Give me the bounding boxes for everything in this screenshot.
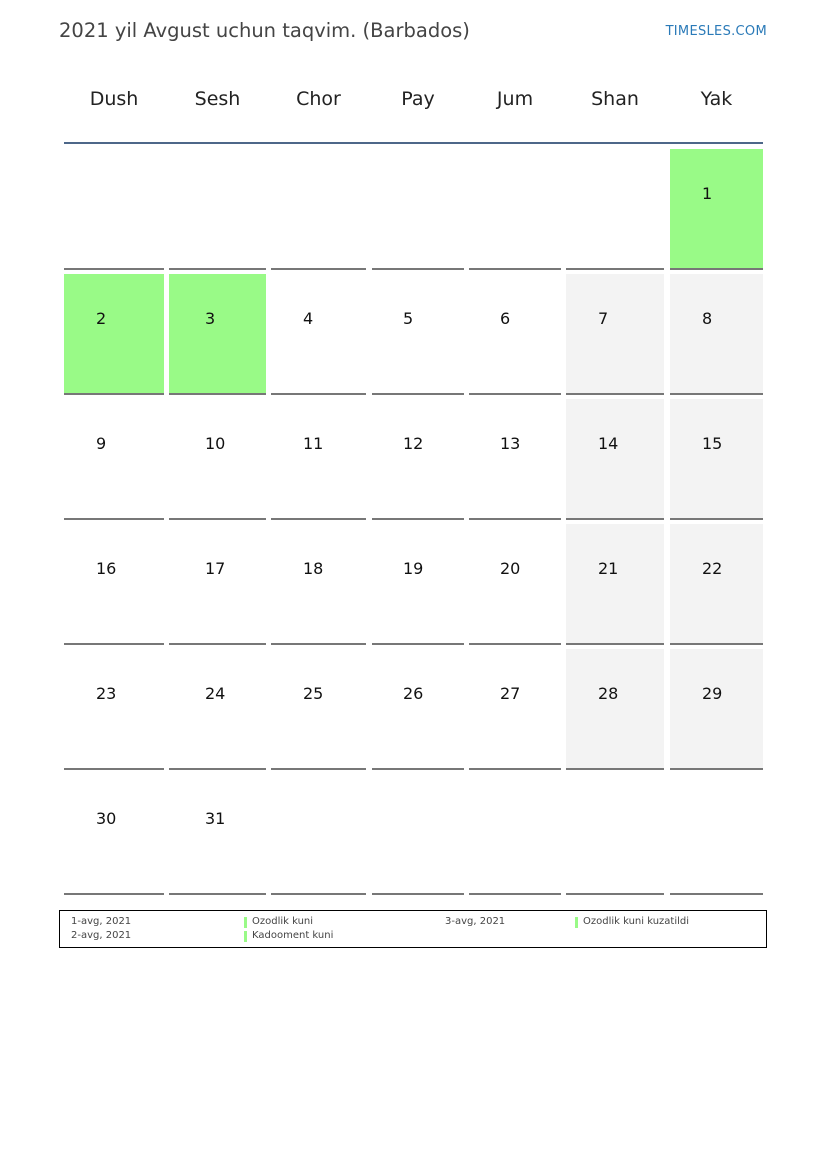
weekday-label: Dush bbox=[89, 88, 139, 110]
day-number: 17 bbox=[205, 559, 226, 578]
empty-day-cell bbox=[670, 774, 763, 895]
empty-day-cell bbox=[271, 149, 366, 270]
legend-holiday-name: Kadooment kuni bbox=[244, 930, 333, 941]
day-number: 11 bbox=[303, 434, 324, 453]
day-cell[interactable] bbox=[372, 274, 464, 395]
day-cell[interactable] bbox=[372, 524, 464, 645]
day-cell[interactable] bbox=[64, 774, 164, 895]
day-cell[interactable] bbox=[566, 649, 664, 770]
day-number: 7 bbox=[598, 309, 609, 328]
weekday-label: Sesh bbox=[194, 88, 241, 110]
weekday-label: Yak bbox=[700, 88, 733, 110]
day-cell[interactable] bbox=[64, 649, 164, 770]
day-number: 24 bbox=[205, 684, 226, 703]
day-cell[interactable] bbox=[670, 149, 763, 270]
day-cell[interactable] bbox=[469, 649, 561, 770]
empty-day-cell bbox=[469, 149, 561, 270]
day-cell[interactable] bbox=[271, 399, 366, 520]
day-cell[interactable] bbox=[271, 649, 366, 770]
day-number: 16 bbox=[96, 559, 117, 578]
day-number: 15 bbox=[702, 434, 723, 453]
day-cell[interactable] bbox=[64, 274, 164, 395]
legend-holiday-name: Ozodlik kuni bbox=[244, 916, 313, 927]
holiday-color-swatch bbox=[244, 931, 247, 942]
legend-holiday-name: Ozodlik kuni kuzatildi bbox=[575, 916, 689, 927]
day-number: 30 bbox=[96, 809, 117, 828]
day-number: 29 bbox=[702, 684, 723, 703]
legend-date: 1-avg, 2021 bbox=[71, 916, 132, 927]
page-title: 2021 yil Avgust uchun taqvim. (Barbados) bbox=[59, 19, 470, 42]
day-cell[interactable] bbox=[271, 274, 366, 395]
weekday-header-row bbox=[64, 88, 763, 120]
day-cell[interactable] bbox=[469, 524, 561, 645]
day-cell[interactable] bbox=[64, 399, 164, 520]
holiday-legend bbox=[59, 910, 767, 948]
day-number: 12 bbox=[403, 434, 424, 453]
day-cell[interactable] bbox=[271, 524, 366, 645]
weekday-label: Chor bbox=[296, 88, 341, 110]
day-cell[interactable] bbox=[169, 774, 266, 895]
day-number: 6 bbox=[500, 309, 511, 328]
day-number: 18 bbox=[303, 559, 324, 578]
day-number: 22 bbox=[702, 559, 723, 578]
day-cell[interactable] bbox=[566, 399, 664, 520]
day-number: 3 bbox=[205, 309, 216, 328]
weekday-label: Shan bbox=[591, 88, 639, 110]
day-cell[interactable] bbox=[670, 524, 763, 645]
day-cell[interactable] bbox=[372, 649, 464, 770]
day-cell[interactable] bbox=[670, 649, 763, 770]
day-number: 25 bbox=[303, 684, 324, 703]
day-number: 23 bbox=[96, 684, 117, 703]
empty-day-cell bbox=[271, 774, 366, 895]
day-number: 31 bbox=[205, 809, 226, 828]
day-cell[interactable] bbox=[372, 399, 464, 520]
legend-date: 2-avg, 2021 bbox=[71, 930, 132, 941]
day-cell[interactable] bbox=[670, 399, 763, 520]
day-number: 21 bbox=[598, 559, 619, 578]
empty-day-cell bbox=[566, 774, 664, 895]
day-cell[interactable] bbox=[169, 649, 266, 770]
holiday-color-swatch bbox=[244, 917, 247, 928]
day-number: 4 bbox=[303, 309, 314, 328]
empty-day-cell bbox=[566, 149, 664, 270]
header-divider bbox=[64, 142, 763, 144]
day-cell[interactable] bbox=[64, 524, 164, 645]
day-cell[interactable] bbox=[566, 524, 664, 645]
empty-day-cell bbox=[372, 149, 464, 270]
day-number: 28 bbox=[598, 684, 619, 703]
day-cell[interactable] bbox=[469, 274, 561, 395]
day-cell[interactable] bbox=[169, 274, 266, 395]
day-cell[interactable] bbox=[670, 274, 763, 395]
empty-day-cell bbox=[372, 774, 464, 895]
day-number: 19 bbox=[403, 559, 424, 578]
day-number: 27 bbox=[500, 684, 521, 703]
weekday-label: Pay bbox=[401, 88, 435, 110]
day-cell[interactable] bbox=[566, 274, 664, 395]
day-cell[interactable] bbox=[469, 399, 561, 520]
day-cell[interactable] bbox=[169, 524, 266, 645]
weekday-label: Jum bbox=[496, 88, 534, 110]
day-number: 5 bbox=[403, 309, 414, 328]
legend-date: 3-avg, 2021 bbox=[445, 916, 506, 927]
day-number: 26 bbox=[403, 684, 424, 703]
empty-day-cell bbox=[169, 149, 266, 270]
day-number: 2 bbox=[96, 309, 107, 328]
day-number: 1 bbox=[702, 184, 713, 203]
day-number: 20 bbox=[500, 559, 521, 578]
day-number: 8 bbox=[702, 309, 713, 328]
day-number: 13 bbox=[500, 434, 521, 453]
empty-day-cell bbox=[469, 774, 561, 895]
day-number: 14 bbox=[598, 434, 619, 453]
empty-day-cell bbox=[64, 149, 164, 270]
day-number: 10 bbox=[205, 434, 226, 453]
day-cell[interactable] bbox=[169, 399, 266, 520]
holiday-color-swatch bbox=[575, 917, 578, 928]
site-link[interactable]: TIMESLES.COM bbox=[665, 24, 767, 39]
day-number: 9 bbox=[96, 434, 107, 453]
